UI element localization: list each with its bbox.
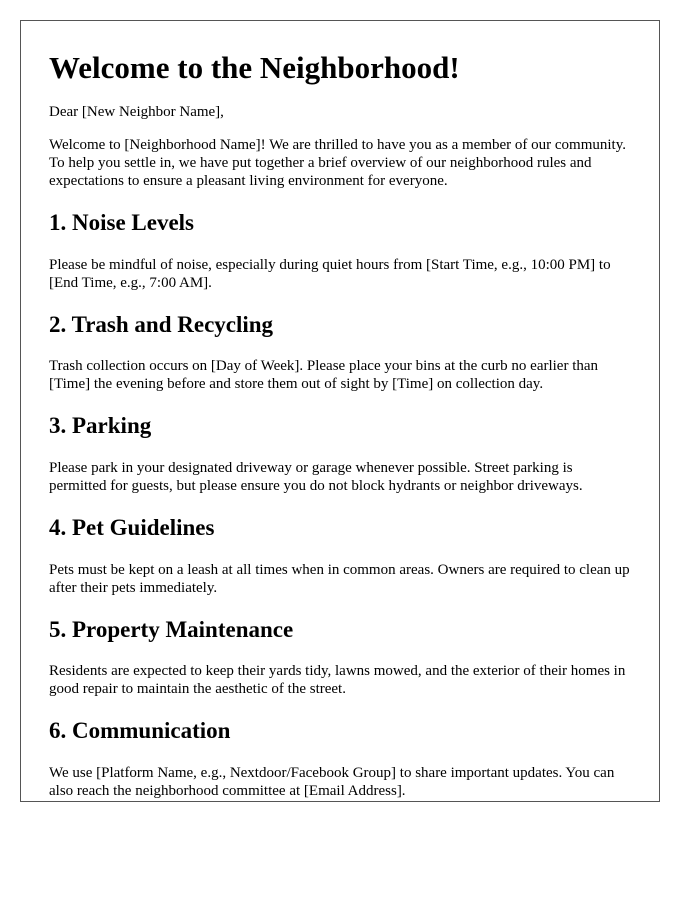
intro-paragraph: Welcome to [Neighborhood Name]! We are thrilled to have you as a member of our community. To help you settle in, we have put together a brief overview of our neighborhood rules and expectations to ensure a pleasant living environment for everyone. — [49, 137, 626, 190]
section-body-property: Residents are expected to keep their yards tidy, lawns mowed, and the exterior of their homes in good repair to maintain the aesthetic of the street. — [49, 663, 626, 698]
salutation: Dear [New Neighbor Name], — [49, 104, 224, 121]
section-heading-communication: 6. Communication — [49, 718, 231, 744]
section-body-pets: Pets must be kept on a leash at all times when in common areas. Owners are required to clean up after their pets immediately. — [49, 561, 630, 596]
section-body-noise: Please be mindful of noise, especially during quiet hours from [Start Time, e.g., 10:00 PM] to [End Time, e.g., 7:00 AM]. — [49, 256, 611, 291]
section-body-communication: We use [Platform Name, e.g., Nextdoor/Facebook Group] to share important updates. You can also reach the neighborhood committee at [Email Address]. — [49, 764, 615, 799]
section-heading-parking: 3. Parking — [49, 413, 152, 439]
section-heading-trash: 2. Trash and Recycling — [49, 311, 274, 337]
letter-page — [20, 20, 660, 802]
section-heading-pets: 4. Pet Guidelines — [49, 514, 215, 540]
section-body-parking: Please park in your designated driveway or garage whenever possible. Street parking is permitted for guests, but please ensure you do not block hydrants or neighbor driveways. — [49, 459, 583, 494]
letter-content — [21, 21, 659, 800]
section-body-trash: Trash collection occurs on [Day of Week]. Please place your bins at the curb no earlier than [Time] the evening before and store them out of sight by [Time] on collection day. — [49, 358, 599, 393]
section-heading-property: 5. Property Maintenance — [49, 616, 294, 642]
section-heading-noise: 1. Noise Levels — [49, 210, 195, 236]
page-title: Welcome to the Neighborhood! — [49, 50, 460, 85]
